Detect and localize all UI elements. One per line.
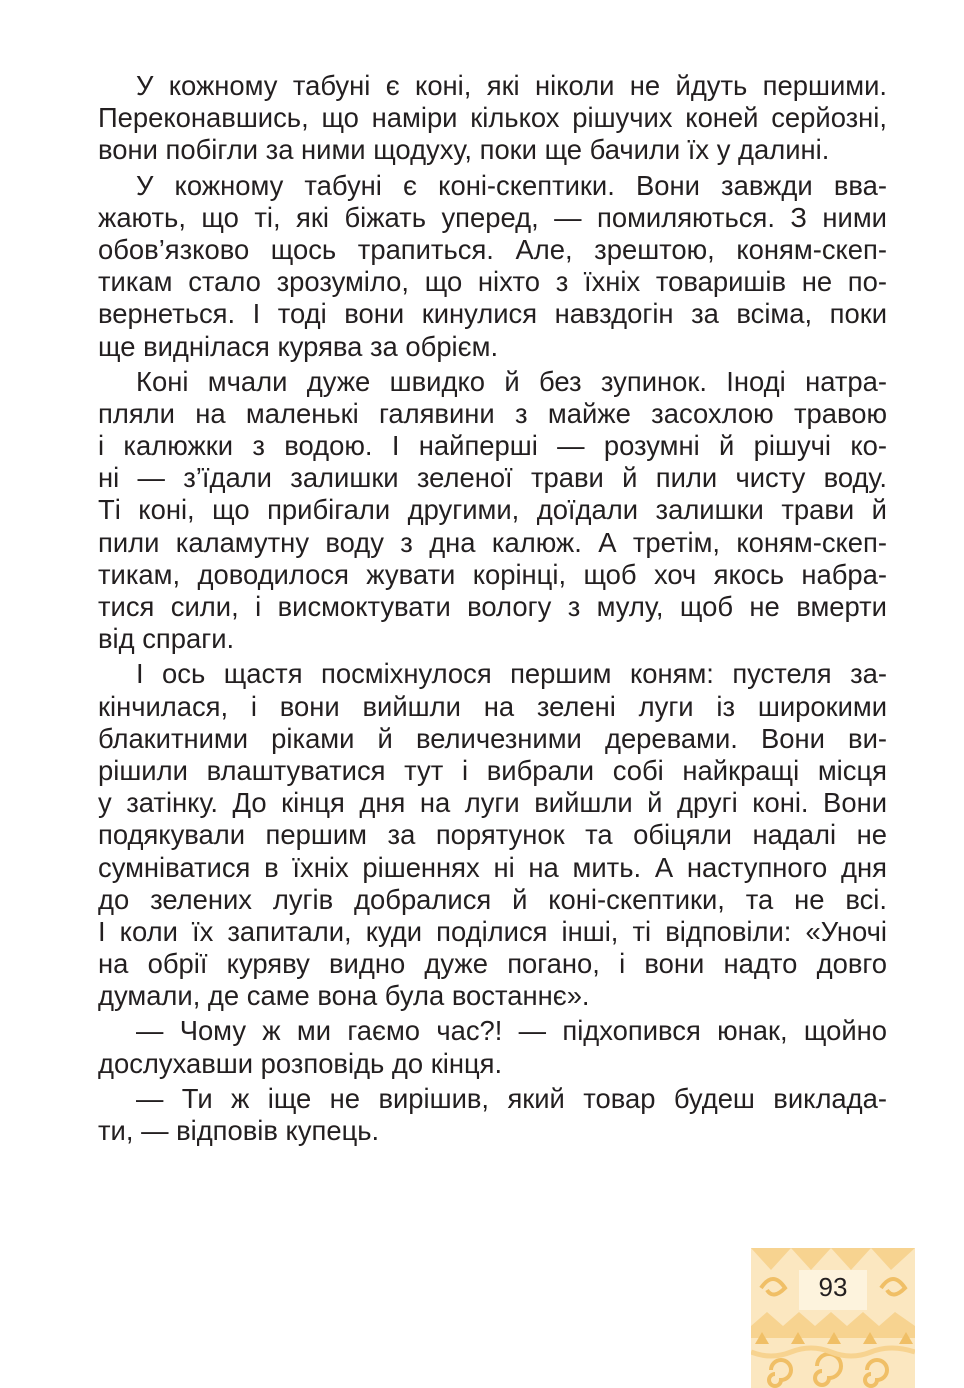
text-line: подякували першим за порятунок та обіцяли надалі не — [98, 819, 887, 851]
text-line: У кожному табуні є коні-скептики. Вони завжди вва- — [136, 169, 887, 201]
text-line: кінчилася, і вони вийшли на зелені луги із широкими — [98, 690, 887, 722]
story-text — [98, 70, 887, 1147]
text-line: на обрії куряву видно дуже погано, і вони надто довго — [98, 948, 887, 980]
paragraph-6 — [98, 1083, 887, 1147]
text-line: рішили влаштуватися тут і вибрали собі найкращі місця — [98, 754, 887, 786]
text-line: І ось щастя посміхнулося першим коням: пустеля за- — [136, 658, 887, 690]
text-line: І коли їх запитали, куди поділися інші, ті відповіли: «Уночі — [98, 915, 887, 947]
text-line: У кожному табуні є коні, які ніколи не йдуть першими. — [136, 70, 887, 101]
text-line: Переконавшись, що наміри кількох рішучих коней серйозні, — [98, 102, 887, 134]
text-line: і калюжки з водою. І найперші — розумні й рішучі ко- — [98, 430, 887, 462]
text-line: — Ти ж іще не вирішив, який товар будеш виклада- — [136, 1082, 887, 1114]
text-line: сумніватися в їхніх рішеннях ні на мить. А наступного дня — [98, 851, 887, 883]
paragraph-1 — [98, 70, 887, 167]
text-line: жають, що ті, які біжать уперед, — помиляються. З ними — [98, 201, 887, 233]
text-line: пляли на маленькі галявини з майже засохлою травою — [98, 397, 887, 429]
text-line: Коні мчали дуже швидко й без зупинок. Іноді натра- — [136, 365, 887, 397]
ornament-pattern-icon — [751, 1248, 915, 1388]
text-line: ти, — відповів купець. — [98, 1115, 380, 1146]
text-line: вернеться. І тоді вони кинулися навздогін за всіма, поки — [98, 298, 887, 330]
paragraph-2 — [98, 170, 887, 363]
text-line: — Чому ж ми гаємо час?! — підхопився юнак, щойно — [136, 1015, 887, 1047]
paragraph-3 — [98, 366, 887, 656]
text-line: Ті коні, що прибігали другими, доїдали залишки трави й — [98, 494, 887, 526]
text-line: тикам, доводилося жувати корінці, щоб хоч якось набра- — [98, 558, 887, 590]
text-line: ні — з’їдали залишки зеленої трави й пили чисту воду. — [98, 462, 887, 494]
text-line: від спраги. — [98, 623, 235, 655]
text-line: тикам стало зрозуміло, що ніхто з їхніх товаришів не по- — [98, 266, 887, 298]
paragraph-4 — [98, 658, 887, 1012]
text-line: до зелених лугів добралися й коні-скептики, та не всі. — [98, 883, 887, 915]
text-line: думали, де саме вона була востаннє». — [98, 980, 590, 1012]
text-line: блакитними ріками й величезними деревами. Вони ви- — [98, 722, 887, 754]
text-line: обов’язково щось трапиться. Але, зрештою, коням-скеп- — [98, 233, 887, 265]
text-line: пили каламутну воду з дна калюж. А третім, коням-скеп- — [98, 526, 887, 558]
text-line: у затінку. До кінця дня на луги вийшли й другі коні. Вони — [98, 787, 887, 819]
text-line: тися сили, і висмоктувати вологу з мулу, щоб не вмерти — [98, 591, 887, 622]
page-number: 93 — [818, 1272, 848, 1302]
text-line: ще виднілася курява за обрієм. — [98, 330, 499, 362]
page-number-ornament — [751, 1248, 915, 1388]
text-line: дослухавши розповідь до кінця. — [98, 1047, 503, 1079]
text-line: вони побігли за ними щодуху, поки ще бачили їх у далині. — [98, 134, 830, 166]
paragraph-5 — [98, 1015, 887, 1079]
